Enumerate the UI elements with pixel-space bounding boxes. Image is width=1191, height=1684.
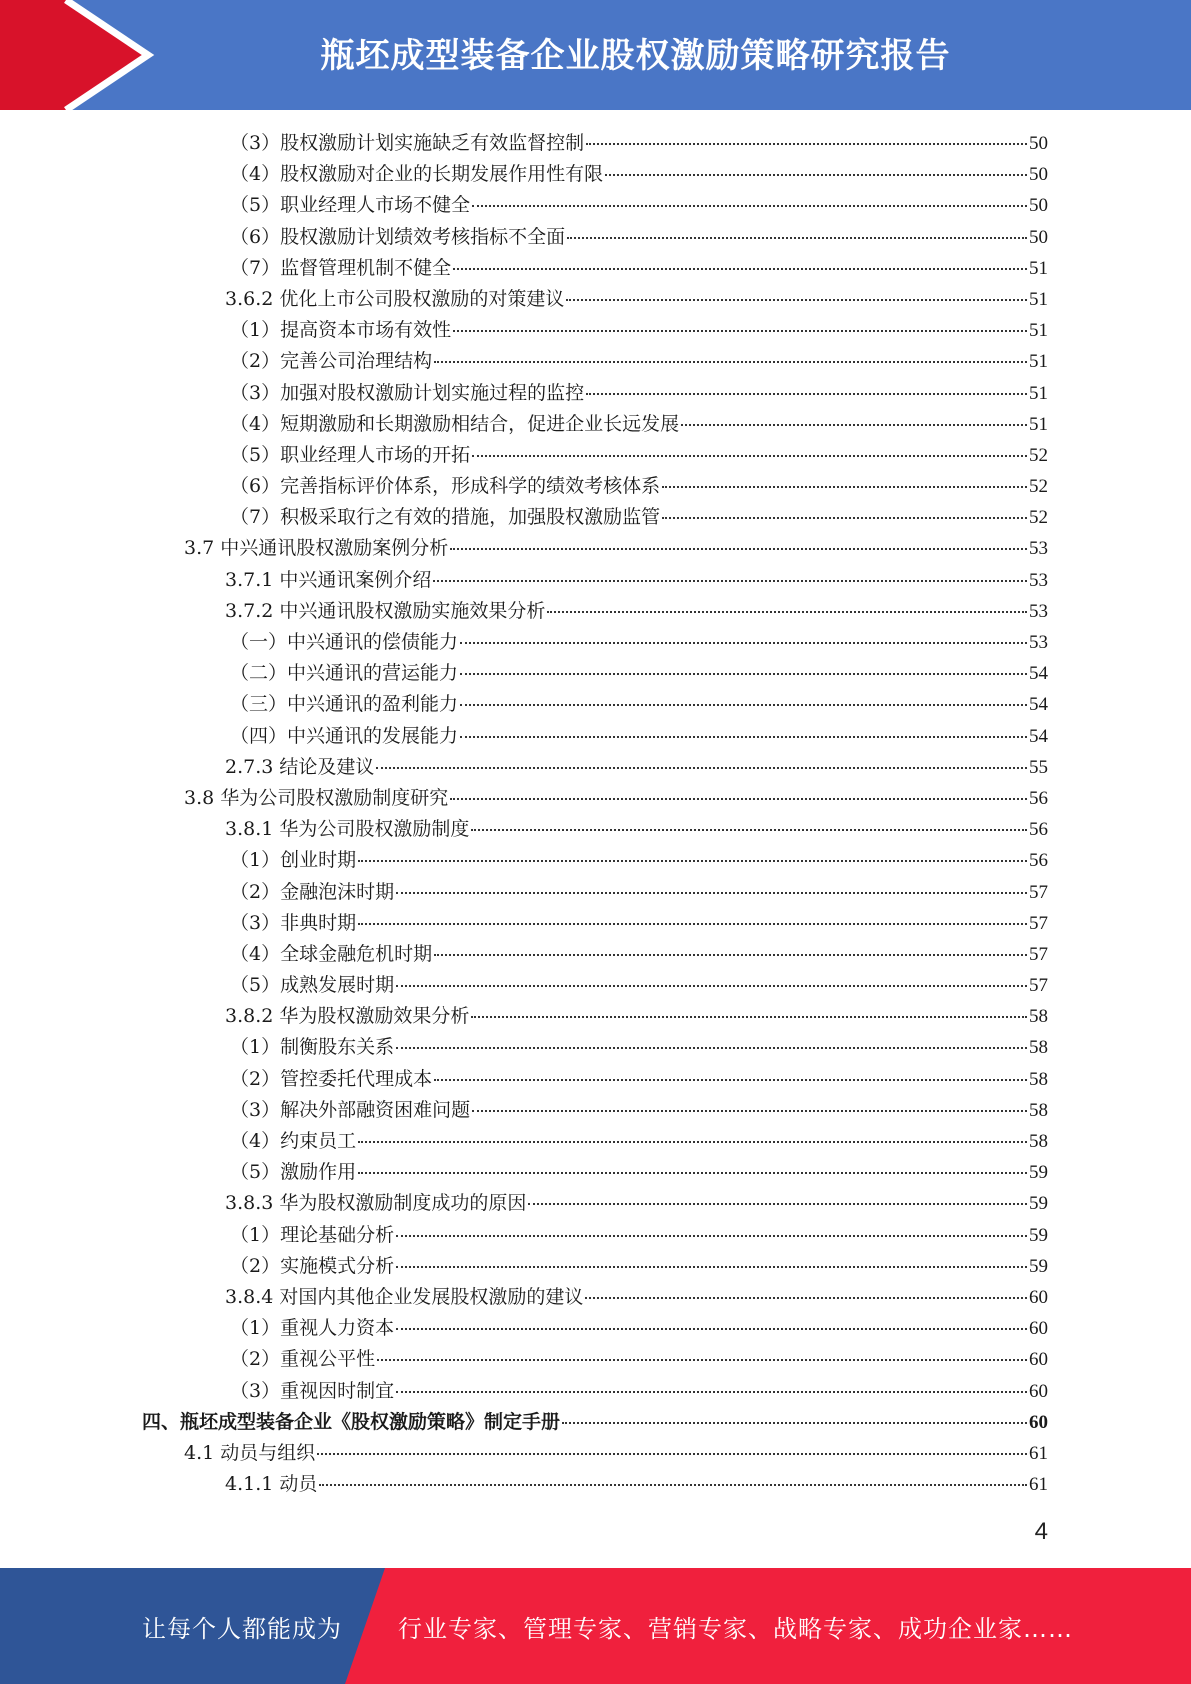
toc-entry[interactable]	[140, 1251, 1048, 1282]
toc-dot-leader	[567, 236, 1027, 239]
toc-dot-leader	[460, 641, 1027, 644]
toc-entry[interactable]	[140, 783, 1048, 814]
toc-entry-page: 54	[1029, 694, 1048, 716]
toc-entry-page: 53	[1029, 569, 1048, 591]
toc-dot-leader	[358, 1171, 1027, 1174]
toc-entry-title: 4.1 动员与组织	[184, 1441, 316, 1464]
toc-entry-title: （3）重视因时制宜	[230, 1379, 395, 1402]
toc-entry-title: （1）创业时期	[230, 849, 357, 872]
toc-entry-page: 57	[1029, 975, 1048, 997]
page-number: 4	[1034, 1518, 1048, 1545]
toc-entry-page: 60	[1029, 1380, 1048, 1402]
page-footer	[0, 1568, 1191, 1684]
toc-entry-page: 56	[1029, 819, 1048, 841]
toc-entry[interactable]	[140, 253, 1048, 284]
toc-entry[interactable]	[140, 1469, 1048, 1500]
toc-dot-leader	[471, 1015, 1027, 1018]
toc-entry-title: （3）股权激励计划实施缺乏有效监督控制	[230, 132, 585, 154]
toc-dot-leader	[528, 1202, 1027, 1205]
toc-entry-title: 3.7.2 中兴通讯股权激励实施效果分析	[225, 599, 546, 622]
toc-entry-title: （2）实施模式分析	[230, 1254, 395, 1277]
toc-entry[interactable]	[140, 346, 1048, 377]
table-of-contents	[140, 128, 1048, 1500]
toc-dot-leader	[562, 1421, 1027, 1424]
toc-entry[interactable]	[140, 814, 1048, 845]
toc-entry-title: （2）完善公司治理结构	[230, 350, 433, 373]
toc-entry-title: （四）中兴通讯的发展能力	[230, 724, 459, 747]
toc-dot-leader	[358, 1140, 1027, 1143]
toc-dot-leader	[319, 1483, 1027, 1486]
toc-entry-page: 58	[1029, 1099, 1048, 1121]
toc-entry[interactable]	[140, 1064, 1048, 1095]
toc-entry-title: （三）中兴通讯的盈利能力	[230, 693, 459, 716]
toc-entry[interactable]	[140, 970, 1048, 1001]
toc-entry-page: 59	[1029, 1162, 1048, 1184]
toc-entry-page: 54	[1029, 725, 1048, 747]
toc-entry-title: 3.8.2 华为股权激励效果分析	[225, 1005, 470, 1028]
toc-entry-page: 50	[1029, 195, 1048, 217]
toc-entry[interactable]	[140, 502, 1048, 533]
toc-entry[interactable]	[140, 533, 1048, 564]
toc-entry[interactable]	[140, 1282, 1048, 1313]
toc-entry[interactable]	[140, 845, 1048, 876]
toc-entry[interactable]	[140, 752, 1048, 783]
toc-entry-page: 60	[1029, 1349, 1048, 1371]
toc-dot-leader	[396, 891, 1027, 894]
toc-entry[interactable]	[140, 721, 1048, 752]
toc-entry-page: 59	[1029, 1224, 1048, 1246]
toc-entry[interactable]	[140, 1313, 1048, 1344]
footer-slogan-right: 行业专家、管理专家、营销专家、战略专家、成功企业家……	[398, 1614, 1073, 1643]
toc-entry-page: 51	[1029, 257, 1048, 279]
toc-entry[interactable]	[140, 908, 1048, 939]
toc-dot-leader	[586, 392, 1027, 395]
toc-entry[interactable]	[140, 1376, 1048, 1407]
toc-entry[interactable]	[140, 1126, 1048, 1157]
toc-entry-title: 3.7.1 中兴通讯案例介绍	[225, 568, 432, 591]
header-title	[200, 0, 1191, 104]
toc-dot-leader	[662, 516, 1027, 519]
toc-entry-title: （1）制衡股东关系	[230, 1036, 395, 1059]
toc-entry-title: 四、瓶坯成型装备企业《股权激励策略》制定手册	[142, 1410, 561, 1433]
toc-entry-page: 51	[1029, 382, 1048, 404]
toc-entry-title: （7）监督管理机制不健全	[230, 256, 452, 279]
toc-dot-leader	[472, 204, 1027, 207]
toc-entry-page: 61	[1029, 1442, 1048, 1464]
toc-entry-page: 53	[1029, 600, 1048, 622]
toc-entry-title: （4）约束员工	[230, 1130, 357, 1152]
toc-entry-title: （5）成熟发展时期	[230, 974, 395, 997]
toc-dot-leader	[662, 485, 1027, 488]
toc-entry-page: 50	[1029, 133, 1048, 154]
toc-dot-leader	[434, 360, 1027, 363]
toc-entry-page: 58	[1029, 1037, 1048, 1059]
toc-entry-title: （一）中兴通讯的偿债能力	[230, 631, 459, 653]
toc-dot-leader	[433, 579, 1027, 582]
toc-entry-page: 51	[1029, 288, 1048, 310]
toc-dot-leader	[460, 703, 1027, 706]
toc-dot-leader	[460, 672, 1027, 675]
toc-entry-title: 3.8.1 华为公司股权激励制度	[225, 818, 470, 841]
toc-dot-leader	[376, 766, 1027, 769]
toc-entry-page: 54	[1029, 663, 1048, 685]
toc-dot-leader	[396, 984, 1027, 987]
toc-entry-title: （5）激励作用	[230, 1161, 357, 1184]
toc-entry-title: 3.6.2 优化上市公司股权激励的对策建议	[225, 287, 565, 310]
toc-entry-page: 56	[1029, 850, 1048, 872]
toc-entry-title: 2.7.3 结论及建议	[225, 755, 375, 778]
toc-entry[interactable]	[140, 1438, 1048, 1469]
toc-entry[interactable]	[140, 190, 1048, 221]
toc-entry[interactable]	[140, 1344, 1048, 1375]
toc-entry-title: 3.7 中兴通讯股权激励案例分析	[184, 537, 449, 560]
header-arrow-decoration	[0, 0, 160, 110]
toc-entry[interactable]	[140, 1032, 1048, 1063]
toc-entry-page: 52	[1029, 444, 1048, 466]
toc-dot-leader	[434, 953, 1027, 956]
toc-entry[interactable]	[140, 658, 1048, 689]
toc-entry[interactable]	[140, 222, 1048, 253]
toc-dot-leader	[472, 1109, 1027, 1112]
toc-dot-leader	[547, 610, 1027, 613]
toc-entry-title: （6）股权激励计划绩效考核指标不全面	[230, 225, 566, 248]
toc-entry-title: （5）职业经理人市场不健全	[230, 194, 471, 217]
toc-entry[interactable]	[140, 1001, 1048, 1032]
toc-entry-title: （3）加强对股权激励计划实施过程的监控	[230, 381, 585, 404]
toc-entry[interactable]	[140, 877, 1048, 908]
toc-entry-page: 52	[1029, 507, 1048, 529]
toc-entry[interactable]	[140, 409, 1048, 440]
toc-entry[interactable]	[140, 128, 1048, 159]
toc-dot-leader	[396, 1327, 1027, 1330]
toc-dot-leader	[471, 828, 1027, 831]
toc-entry-page: 51	[1029, 320, 1048, 342]
toc-dot-leader	[358, 859, 1027, 862]
toc-entry-page: 58	[1029, 1068, 1048, 1090]
toc-dot-leader	[605, 173, 1027, 176]
toc-dot-leader	[453, 329, 1027, 332]
toc-entry-page: 60	[1029, 1286, 1048, 1308]
toc-entry-title: （4）短期激励和长期激励相结合，促进企业长远发展	[230, 412, 680, 435]
toc-entry-title: （1）提高资本市场有效性	[230, 319, 452, 342]
toc-dot-leader	[377, 1358, 1027, 1361]
toc-entry-title: （二）中兴通讯的营运能力	[230, 662, 459, 685]
toc-entry-page: 50	[1029, 164, 1048, 186]
toc-entry-title: （1）重视人力资本	[230, 1317, 395, 1340]
toc-entry-page: 51	[1029, 413, 1048, 435]
toc-dot-leader	[460, 735, 1027, 738]
toc-entry-page: 59	[1029, 1255, 1048, 1277]
page-header	[0, 0, 1191, 110]
toc-entry[interactable]	[140, 440, 1048, 471]
toc-entry[interactable]	[140, 1157, 1048, 1188]
toc-dot-leader	[453, 267, 1027, 270]
toc-entry-page: 58	[1029, 1006, 1048, 1028]
toc-dot-leader	[472, 454, 1027, 457]
toc-entry-title: （4）全球金融危机时期	[230, 942, 433, 965]
footer-slogan-left: 让每个人都能成为	[142, 1614, 342, 1643]
toc-entry-title: （4）股权激励对企业的长期发展作用性有限	[230, 163, 604, 186]
toc-entry-page: 60	[1029, 1411, 1048, 1433]
toc-dot-leader	[450, 547, 1027, 550]
toc-entry-title: 3.8.4 对国内其他企业发展股权激励的建议	[225, 1285, 584, 1308]
toc-entry[interactable]	[140, 565, 1048, 596]
toc-dot-leader	[585, 1296, 1027, 1299]
header-title-text: 瓶坯成型装备企业股权激励策略研究报告	[320, 35, 951, 76]
toc-entry-title: （2）管控委托代理成本	[230, 1067, 433, 1090]
toc-entry[interactable]	[140, 378, 1048, 409]
toc-dot-leader	[450, 797, 1027, 800]
toc-entry-page: 53	[1029, 538, 1048, 560]
toc-dot-leader	[434, 1078, 1027, 1081]
toc-entry-title: 3.8 华为公司股权激励制度研究	[184, 786, 449, 809]
toc-entry[interactable]	[140, 315, 1048, 346]
toc-entry-page: 55	[1029, 756, 1048, 778]
toc-entry[interactable]	[140, 159, 1048, 190]
toc-entry-title: 3.8.3 华为股权激励制度成功的原因	[225, 1192, 527, 1215]
toc-entry-page: 59	[1029, 1193, 1048, 1215]
toc-dot-leader	[681, 423, 1027, 426]
toc-entry-title: （6）完善指标评价体系，形成科学的绩效考核体系	[230, 475, 661, 498]
toc-entry[interactable]	[140, 471, 1048, 502]
toc-entry[interactable]	[140, 627, 1048, 658]
toc-entry[interactable]	[140, 284, 1048, 315]
toc-entry-title: 4.1.1 动员	[225, 1473, 318, 1496]
toc-entry[interactable]	[140, 1220, 1048, 1251]
toc-dot-leader	[396, 1265, 1027, 1268]
toc-dot-leader	[396, 1046, 1027, 1049]
toc-entry-page: 58	[1029, 1131, 1048, 1152]
toc-entry-title: （2）金融泡沫时期	[230, 880, 395, 903]
toc-dot-leader	[396, 1234, 1027, 1237]
toc-dot-leader	[317, 1452, 1027, 1455]
toc-entry-page: 57	[1029, 943, 1048, 965]
toc-dot-leader	[358, 922, 1027, 925]
toc-entry-page: 61	[1029, 1474, 1048, 1496]
toc-entry-page: 57	[1029, 881, 1048, 903]
toc-entry-page: 51	[1029, 351, 1048, 373]
toc-entry-page: 57	[1029, 912, 1048, 934]
toc-entry-title: （3）解决外部融资困难问题	[230, 1098, 471, 1121]
toc-entry-title: （7）积极采取行之有效的措施，加强股权激励监管	[230, 506, 661, 529]
toc-entry[interactable]	[140, 689, 1048, 720]
toc-entry-title: （2）重视公平性	[230, 1348, 376, 1371]
toc-entry-page: 52	[1029, 476, 1048, 498]
toc-entry-page: 56	[1029, 787, 1048, 809]
toc-entry[interactable]	[140, 596, 1048, 627]
toc-entry[interactable]	[140, 1095, 1048, 1126]
toc-dot-leader	[566, 298, 1027, 301]
toc-entry[interactable]	[140, 1407, 1048, 1438]
toc-entry-title: （5）职业经理人市场的开拓	[230, 443, 471, 466]
toc-entry[interactable]	[140, 939, 1048, 970]
toc-dot-leader	[586, 142, 1027, 145]
toc-entry-page: 60	[1029, 1318, 1048, 1340]
toc-entry-title: （1）理论基础分析	[230, 1223, 395, 1246]
toc-dot-leader	[396, 1390, 1027, 1393]
toc-entry-page: 50	[1029, 226, 1048, 248]
toc-entry[interactable]	[140, 1188, 1048, 1219]
toc-entry-title: （3）非典时期	[230, 911, 357, 934]
toc-entry-page: 53	[1029, 632, 1048, 653]
